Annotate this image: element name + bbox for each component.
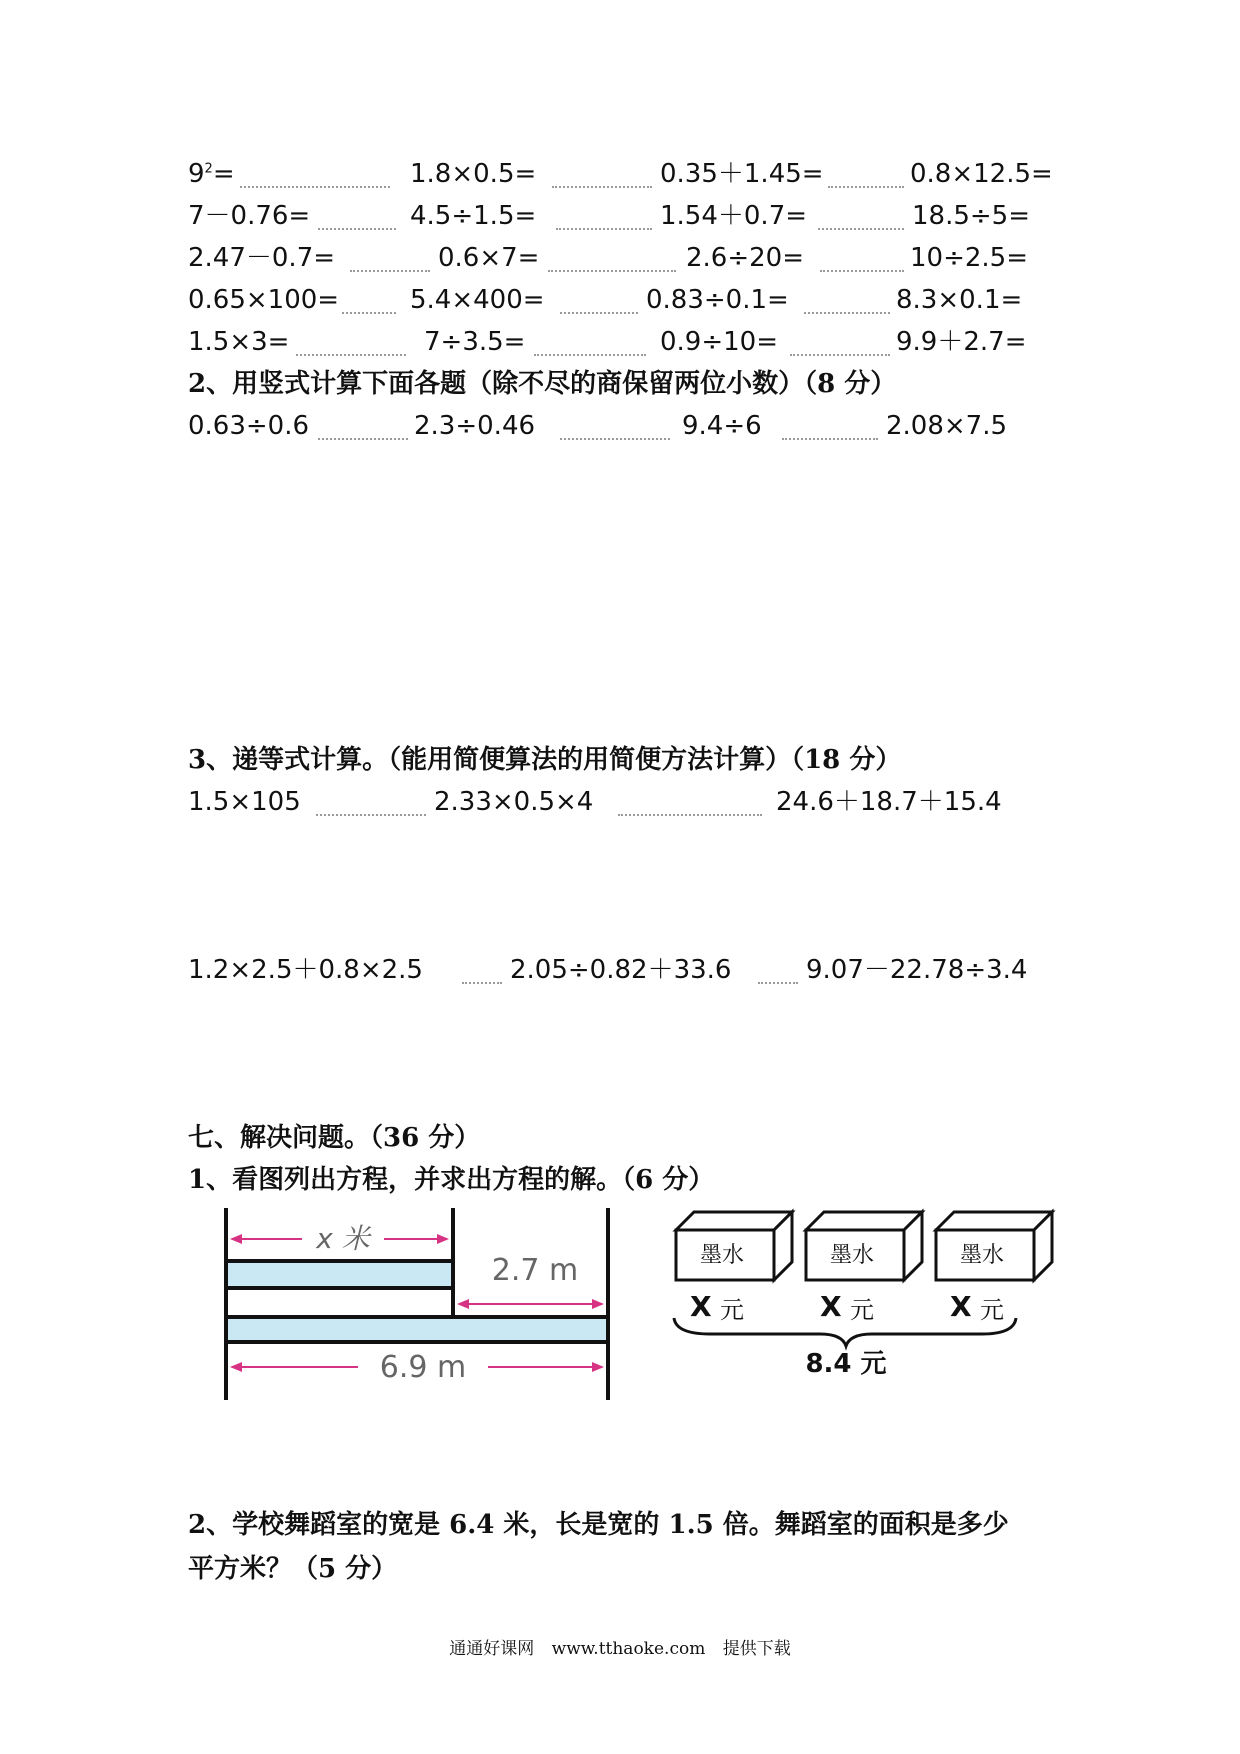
price-var: X [690, 1290, 712, 1323]
oral-item: 0.35＋1.45= [660, 159, 824, 189]
dotted-leader [560, 438, 670, 440]
dotted-leader [618, 814, 762, 816]
step-calc-problem: 2.33×0.5×4 [434, 787, 594, 817]
x-arrow-right-head [437, 1234, 449, 1244]
oral-item: 4.5÷1.5= [410, 201, 537, 231]
step-calc-problem: 1.2×2.5＋0.8×2.5 [188, 955, 423, 985]
ink-box [676, 1212, 792, 1280]
dotted-leader [534, 354, 646, 356]
page-footer [0, 1634, 1240, 1659]
footer-site: 通通好课网 [449, 1639, 535, 1659]
oral-item: 0.8×12.5= [910, 159, 1053, 189]
vertical-calc-problem: 2.3÷0.46 [414, 411, 536, 441]
oral-item: 8.3×0.1= [896, 285, 1023, 315]
ink-box-label: 墨水 [699, 1243, 745, 1268]
vertical-calc-problem: 0.63÷0.6 [188, 411, 310, 441]
dotted-leader [828, 186, 904, 188]
segment-label: 2.7 m [491, 1253, 579, 1288]
ink-boxes-diagram [670, 1200, 1070, 1380]
step-calc-problem: 24.6＋18.7＋15.4 [776, 787, 1002, 817]
oral-item: 7－0.76= [188, 201, 311, 231]
oral-item: 5.4×400= [410, 285, 545, 315]
x-label: x 米 [316, 1222, 370, 1255]
dotted-leader [350, 270, 430, 272]
dotted-leader [240, 186, 390, 188]
ink-box [936, 1212, 1052, 1280]
oral-base: 9 [188, 159, 205, 189]
ink-box-label: 墨水 [959, 1243, 1005, 1268]
dotted-leader [342, 312, 396, 314]
step-calc-problem: 1.5×105 [188, 787, 301, 817]
total-price-label: 8.4 元 [805, 1349, 887, 1379]
price-var: X [950, 1290, 972, 1323]
oral-item: 18.5÷5= [912, 201, 1031, 231]
total-label: 6.9 m [379, 1350, 467, 1385]
vertical-calc-problem: 2.08×7.5 [886, 411, 1008, 441]
dotted-leader [556, 228, 652, 230]
dotted-leader [804, 312, 890, 314]
question-1-text: 1、看图列出方程，并求出方程的解。（6 分） [188, 1165, 715, 1195]
total-arrow-left-head [230, 1362, 242, 1372]
segment-arrow-right-head [592, 1299, 604, 1309]
dotted-leader [296, 354, 406, 356]
dotted-leader [316, 814, 426, 816]
price-unit: 元 [850, 1296, 874, 1324]
dotted-leader [548, 270, 676, 272]
oral-item: 2.6÷20= [686, 243, 805, 273]
section-7-title: 七、解决问题。（36 分） [188, 1123, 481, 1153]
oral-item: 1.5×3= [188, 327, 290, 357]
bottom-bar [226, 1317, 608, 1342]
dotted-leader [560, 312, 638, 314]
section-2-title: 2、用竖式计算下面各题（除不尽的商保留两位小数）（8 分） [188, 369, 897, 399]
price-unit: 元 [720, 1296, 744, 1324]
step-calc-problem: 9.07－22.78÷3.4 [806, 955, 1028, 985]
oral-item: 2.47－0.7= [188, 243, 336, 273]
bar-diagram [210, 1200, 610, 1400]
price-var: X [820, 1290, 842, 1323]
question-2-line-2: 平方米？（5 分） [188, 1554, 398, 1584]
dotted-leader [758, 982, 798, 984]
dotted-leader [790, 354, 890, 356]
dotted-leader [820, 270, 904, 272]
oral-item: 0.6×7= [438, 243, 540, 273]
dotted-leader [552, 186, 652, 188]
dotted-leader [318, 228, 396, 230]
oral-item: 7÷3.5= [424, 327, 526, 357]
total-arrow-right-head [592, 1362, 604, 1372]
footer-url[interactable]: www.tthaoke.com [551, 1639, 706, 1659]
segment-arrow-left-head [457, 1299, 469, 1309]
oral-item: 0.83÷0.1= [646, 285, 789, 315]
step-calc-problem: 2.05÷0.82＋33.6 [510, 955, 732, 985]
oral-item: 1.54＋0.7= [660, 201, 808, 231]
oral-item: $9^2=$ [188, 159, 235, 189]
section-3-title: 3、递等式计算。（能用简便算法的用简便方法计算）（18 分） [188, 745, 902, 775]
oral-item: 1.8×0.5= [410, 159, 537, 189]
oral-item: 0.65×100= [188, 285, 340, 315]
price-unit: 元 [980, 1296, 1004, 1324]
ink-box [806, 1212, 922, 1280]
oral-exponent: 2 [204, 161, 213, 177]
ink-box-label: 墨水 [829, 1243, 875, 1268]
top-bar [226, 1261, 453, 1288]
x-arrow-left-head [230, 1234, 242, 1244]
oral-item: 0.9÷10= [660, 327, 779, 357]
oral-item: 9.9＋2.7= [896, 327, 1027, 357]
dotted-leader [318, 438, 408, 440]
vertical-calc-problem: 9.4÷6 [682, 411, 762, 441]
question-2-line-1: 2、学校舞蹈室的宽是 6.4 米，长是宽的 1.5 倍。舞蹈室的面积是多少 [188, 1510, 1009, 1540]
dotted-leader [818, 228, 904, 230]
dotted-leader [782, 438, 878, 440]
dotted-leader [462, 982, 502, 984]
oral-item: 10÷2.5= [910, 243, 1029, 273]
footer-note: 提供下载 [722, 1639, 791, 1659]
